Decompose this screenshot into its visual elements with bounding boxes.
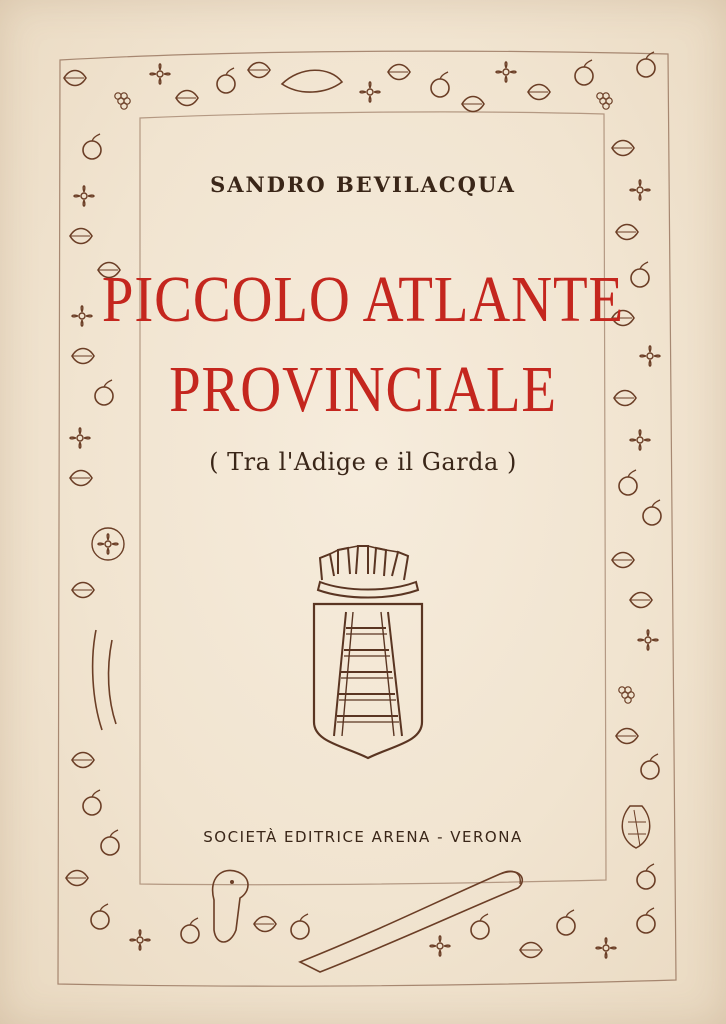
book-subtitle: ( Tra l'Adige e il Garda ) — [209, 448, 517, 476]
book-title-line-2: PROVINCIALE — [169, 353, 557, 426]
publisher-imprint: SOCIETÀ EDITRICE ARENA - VERONA — [203, 828, 523, 846]
coat-of-arms-ladder-icon — [306, 530, 430, 762]
author-name: SANDRO BEVILACQUA — [210, 172, 516, 197]
book-title-line-1: PICCOLO ATLANTE — [101, 263, 625, 336]
